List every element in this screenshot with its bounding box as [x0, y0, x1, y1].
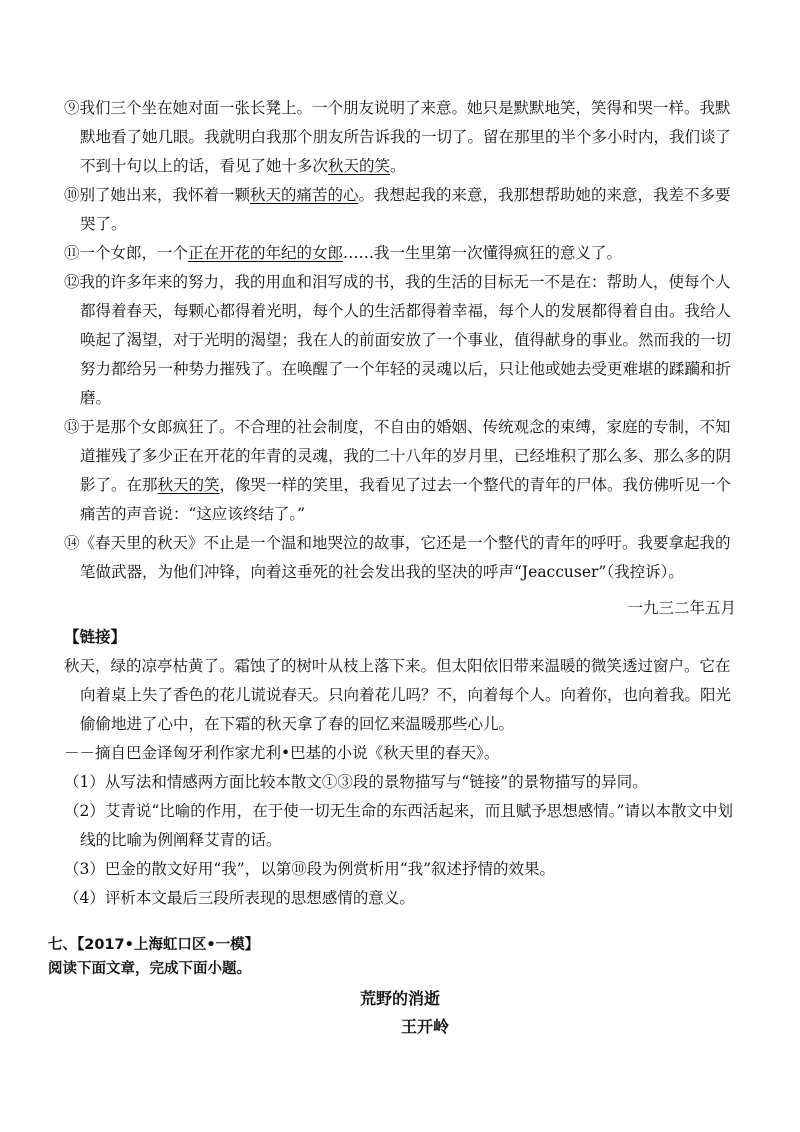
underlined-metaphor-autumn-smile-2: 秋天的笑: [157, 476, 220, 494]
article-title: 荒野的消逝: [359, 989, 440, 1008]
question-2: （2）艾青说“比喻的作用，在于使一切无生命的东西活起来，而且赋予思想感情。”请以本散文中划线的比喻为例阐释艾青的话。: [64, 802, 733, 849]
paragraph-9-text: ⑨我们三个坐在她对面一张长凳上。一个朋友说明了来意。她只是默默地笑，笑得和哭一样。我默默地看了她几眼。我就明白我那个朋友所告诉我的一切了。留在那里的半个多小时内，我们谈了不到十句以上的话，看见了她十多次: [64, 99, 732, 175]
paragraph-9: [64, 94, 744, 181]
article-author: 王开岭: [400, 1017, 449, 1036]
essay-date: 一九三二年五月: [627, 599, 736, 617]
paragraph-10-end: 。我想起我的来意，我那想帮助她的来意，我差不多要哭了。: [80, 186, 731, 233]
underlined-metaphor-autumn-smile: 秋天的笑: [328, 157, 391, 175]
question-4: （4）评析本文最后三段所表现的思想感情的意义。: [64, 889, 415, 907]
paragraph-13-text: ⑬于是那个女郎疯狂了。不合理的社会制度，不自由的婚姻、传统观念的束缚，家庭的专制，不知道摧残了多少正在开花的年青的灵魂，我的二十八年的岁月里，已经堆积了那么多、那么多的阴影了。在那: [64, 418, 732, 494]
paragraph-14: ⑭《春天里的秋天》不止是一个温和地哭泣的故事，它还是一个整代的青年的呼吁。我要拿起我的笔做武器，为他们冲锋，向着这垂死的社会发出我的坚决的呼声“Jeaccuser”（我控诉）。: [64, 534, 731, 581]
paragraph-11-end: ……我一生里第一次懂得疯狂的意义了。: [343, 244, 623, 262]
paragraph-13: [64, 413, 744, 529]
underlined-metaphor-autumn-heart: 秋天的痛苦的心: [250, 186, 359, 204]
link-text: 秋天，绿的凉亭枯黄了。霜蚀了的树叶从枝上落下来。但太阳依旧带来温暖的微笑透过窗户。它在向着桌上失了香色的花儿谎说春天。只向着花儿吗？不，向着每个人。向着你，也向着我。阳光偷偷地进了心中，在下霜的秋天拿了春的回忆来温暖那些心儿。: [64, 657, 732, 733]
paragraph-9-end: 。: [390, 157, 406, 175]
question-3: （3）巴金的散文好用“我”，以第⑩段为例赏析用“我”叙述抒情的效果。: [64, 860, 556, 878]
section-7-heading: 七、【2017•上海虹口区•一模】: [48, 937, 260, 953]
link-heading: 【链接】: [64, 628, 127, 646]
paragraph-12: ⑫我的许多年来的努力，我的用血和泪写成的书，我的生活的目标无一不是在：帮助人，使每个人都得着春天，每颗心都得着光明，每个人的生活都得着幸福，每个人的发展都得着自由。我给人唤起了渴望，对于光明的渴望；我在人的前面安放了一个事业，值得献身的事业。然而我的一切努力都给另一种势力摧残了。在唤醒了一个年轻的灵魂以后，只让他或她去受更难堪的蹂躏和折磨。: [64, 273, 732, 407]
paragraph-11-text: ⑪一个女郎，一个: [64, 244, 189, 262]
paragraph-11: [64, 239, 744, 268]
question-1: （1）从写法和情感两方面比较本散文①③段的景物描写与“链接”的景物描写的异同。: [64, 773, 648, 791]
paragraph-10-text: ⑩别了她出来，我怀着一颗: [64, 186, 251, 204]
link-source: －－摘自巴金译匈牙利作家尤利•巴基的小说《秋天里的春天》。: [64, 744, 500, 762]
underlined-metaphor-blooming-girl: 正在开花的年纪的女郎: [188, 244, 344, 262]
paragraph-10: [64, 181, 744, 239]
section-7-instruction: 阅读下面文章，完成下面小题。: [48, 961, 251, 977]
paragraph-13-end: ，像哭一样的笑里，我看见了过去一个整代的青年的尸体。我仿佛听见一个痛苦的声音说：“这应该终结了。”: [80, 476, 732, 523]
